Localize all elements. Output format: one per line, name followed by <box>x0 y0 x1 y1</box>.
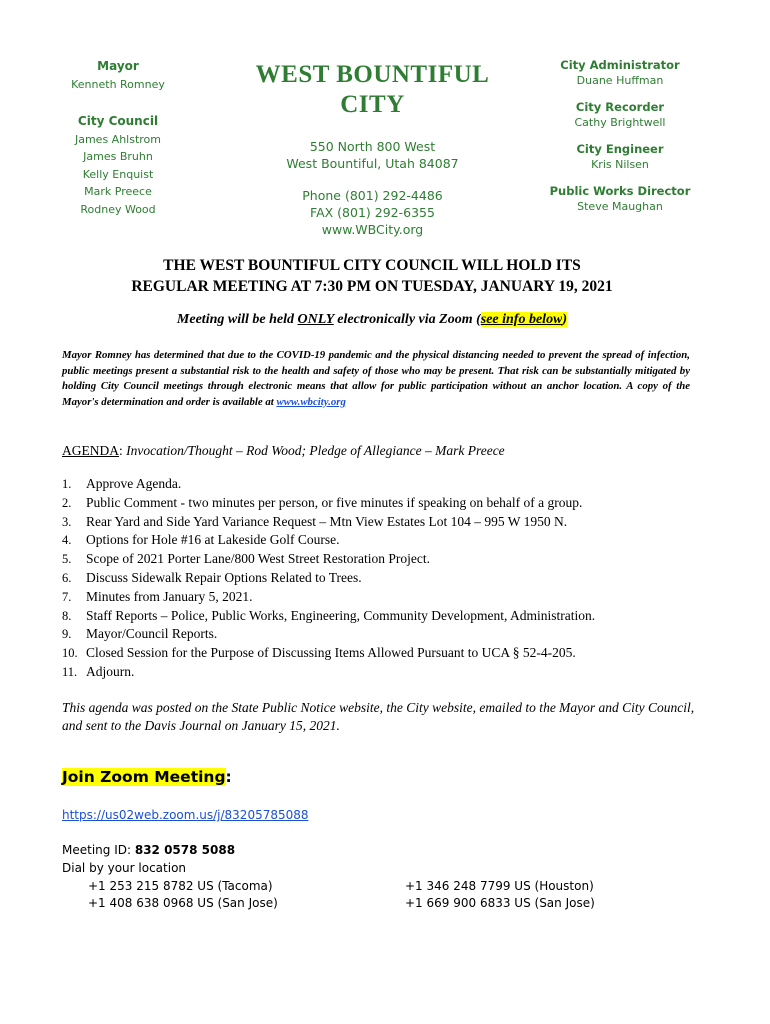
council-member: Kelly Enquist <box>82 167 154 181</box>
officials-left <box>48 58 188 218</box>
agenda-item <box>62 494 702 513</box>
agenda-item-text: Approve Agenda. <box>86 476 182 491</box>
engineer-title: City Engineer <box>576 142 664 156</box>
recorder-name: Cathy Brightwell <box>574 116 666 129</box>
officials-right <box>540 58 700 214</box>
agenda-item-number: 11. <box>62 664 78 679</box>
see-info-below: see info below <box>480 312 563 327</box>
council-member: Rodney Wood <box>80 202 156 216</box>
notice-title-line2: REGULAR MEETING AT 7:30 PM ON TUESDAY, JANUARY 19, 2021 <box>131 278 613 295</box>
agenda-item <box>62 663 702 682</box>
covid-determination <box>62 348 690 410</box>
agenda-item-text: Scope of 2021 Porter Lane/800 West Street Restoration Project. <box>86 551 430 567</box>
agenda-item-number: 3. <box>62 514 72 529</box>
agenda-item-text: Discuss Sidewalk Repair Options Related to Trees. <box>86 569 362 585</box>
agenda-item-number: 1. <box>62 477 72 491</box>
meeting-middle: electronically via Zoom ( <box>333 312 481 327</box>
meeting-only: ONLY <box>297 312 334 327</box>
agenda-invocation: Invocation/Thought – Rod Wood; Pledge of Allegiance – Mark Preece <box>122 443 505 458</box>
meeting-id <box>62 843 235 857</box>
mayor-name: Kenneth Romney <box>71 77 165 91</box>
agenda-item-number: 7. <box>62 589 72 604</box>
agenda-label: AGENDA <box>62 443 119 458</box>
agenda-item-text: Staff Reports – Police, Public Works, Engineering, Community Development, Administration. <box>86 607 596 623</box>
agenda-item-number: 8. <box>62 608 72 623</box>
agenda-item-text: Minutes from January 5, 2021. <box>86 588 253 604</box>
notice-title <box>62 255 682 297</box>
website[interactable]: www.WBCity.org <box>321 222 424 237</box>
mayor-title: Mayor <box>97 59 139 73</box>
posting-notice: This agenda was posted on the State Public Notice website, the City website, emailed to the Mayor and City Council, and sent to the Davis Journal on January 15, 2021. <box>62 700 695 733</box>
phone-san-jose-2: +1 669 900 6833 US (San Jose) <box>405 896 595 910</box>
agenda-item-text: Mayor/Council Reports. <box>86 626 218 642</box>
zoom-link[interactable]: https://us02web.zoom.us/j/83205785088 <box>62 808 309 822</box>
agenda-item-text: Options for Hole #16 at Lakeside Golf Course. <box>86 532 340 548</box>
covid-paragraph: Mayor Romney has determined that due to the COVID-19 pandemic and the physical distancing needed to prevent the spread of infection, public meetings present a substantial risk to the health and safety of those who may be present. That risk can be substantially mitigated by holding City Council meetings through electronic means that allow for public participation without an anchor location. A copy of the Mayor's determination and order is available at <box>62 349 690 408</box>
meeting-id-label: Meeting ID: <box>62 843 135 857</box>
agenda-item-text: Rear Yard and Side Yard Variance Request – Mtn View Estates Lot 104 – 995 W 1950 N. <box>86 513 568 529</box>
phone-san-jose-1: +1 408 638 0968 US (San Jose) <box>88 896 278 910</box>
agenda-item <box>62 588 702 607</box>
agenda-item-number: 4. <box>62 533 72 548</box>
zoom-heading-colon: : <box>225 768 232 786</box>
council-member: James Bruhn <box>83 150 153 163</box>
notice-title-line1: THE WEST BOUNTIFUL CITY COUNCIL WILL HOLD ITS <box>163 257 581 274</box>
dial-label: Dial by your location <box>62 861 187 875</box>
fax-number: FAX (801) 292-6355 <box>310 205 435 220</box>
phone-number: Phone (801) 292-4486 <box>302 188 443 203</box>
city-name: WEST BOUNTIFUL CITY <box>255 61 490 118</box>
agenda-item <box>62 644 702 663</box>
agenda-item <box>62 625 702 644</box>
agenda-item <box>62 513 702 532</box>
agenda-item <box>62 531 702 550</box>
address-line2: West Bountiful, Utah 84087 <box>286 156 459 171</box>
agenda-item-number: 10. <box>62 646 78 661</box>
meeting-note <box>62 312 682 328</box>
agenda-item-number: 9. <box>62 627 72 642</box>
agenda-item-number: 5. <box>62 552 72 567</box>
engineer-name: Kris Nilsen <box>591 158 649 171</box>
recorder-title: City Recorder <box>575 100 665 114</box>
meeting-prefix: Meeting will be held <box>176 312 298 327</box>
address-line1: 550 North 800 West <box>309 139 436 154</box>
zoom-heading-text: Join Zoom Meeting <box>62 768 226 786</box>
agenda-heading <box>62 443 702 459</box>
meeting-id-value: 832 0578 5088 <box>134 843 236 857</box>
publicworks-name: Steve Maughan <box>577 200 663 213</box>
agenda-item-number: 6. <box>62 570 72 585</box>
council-member: Mark Preece <box>84 185 152 198</box>
agenda-colon: : <box>119 443 123 458</box>
agenda-item <box>62 550 702 569</box>
agenda-item-text: Closed Session for the Purpose of Discussing Items Allowed Pursuant to UCA § 52-4-205. <box>86 645 576 661</box>
city-header <box>230 60 515 238</box>
admin-name: Duane Huffman <box>576 74 664 87</box>
meeting-suffix: ) <box>562 312 568 327</box>
agenda-item-number: 2. <box>62 495 72 510</box>
publicworks-title: Public Works Director <box>549 184 691 198</box>
zoom-heading <box>62 768 232 786</box>
agenda-item <box>62 569 702 588</box>
admin-title: City Administrator <box>560 58 680 72</box>
phone-houston: +1 346 248 7799 US (Houston) <box>405 879 594 893</box>
council-member: James Ahlstrom <box>74 132 162 146</box>
phone-tacoma: +1 253 215 8782 US (Tacoma) <box>88 879 273 893</box>
agenda-item <box>62 475 702 494</box>
agenda-item <box>62 607 702 626</box>
agenda-item-text: Public Comment - two minutes per person, or five minutes if speaking on behalf of a group. <box>86 494 583 510</box>
council-title: City Council <box>77 114 159 128</box>
wbcity-link[interactable]: www.wbcity.org <box>276 395 346 408</box>
agenda-list <box>62 475 702 682</box>
agenda-item-text: Adjourn. <box>86 663 135 679</box>
